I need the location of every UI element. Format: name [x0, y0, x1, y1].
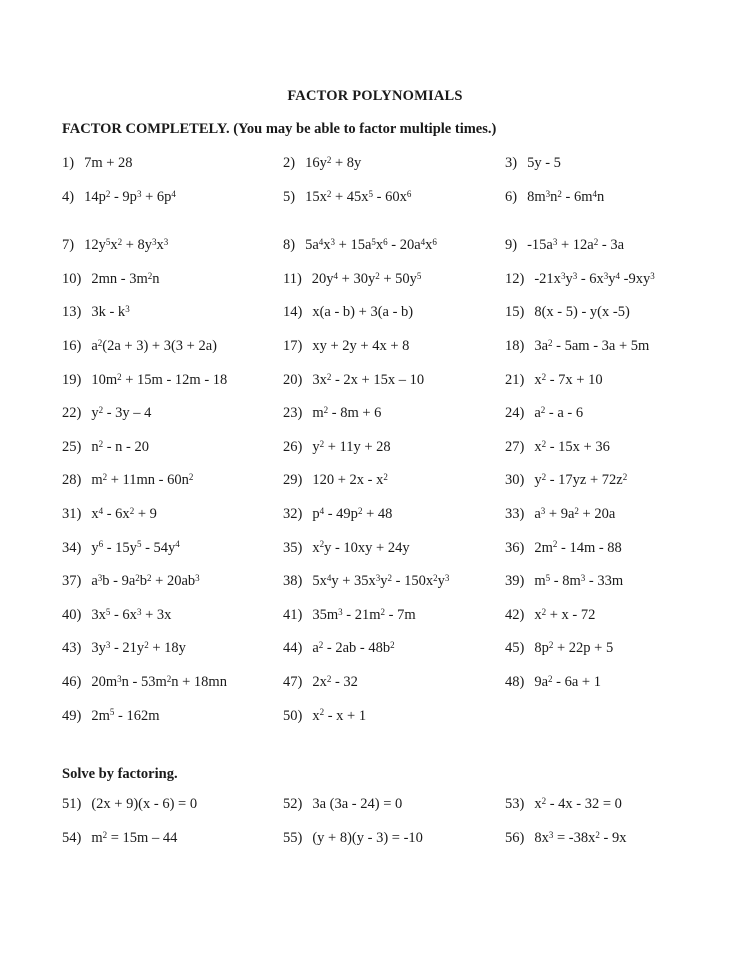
problem-item: [505, 440, 750, 474]
problem-item: [505, 238, 750, 272]
problem-item: [283, 608, 505, 642]
problem-row: [62, 675, 750, 709]
problem-number: 1): [62, 155, 75, 171]
problem-row: [62, 473, 750, 507]
problem-number: 11): [283, 270, 302, 287]
problem-expression: $2m^2 - 14m - 88$: [534, 539, 622, 556]
problem-expression: $a^3b - 9a^2b^2 + 20ab^3$: [91, 573, 200, 590]
problem-expression: $m^2 - 8m + 6$: [312, 405, 382, 422]
problem-number: 30): [505, 472, 525, 489]
problem-item: [505, 831, 750, 865]
problem-number: 33): [505, 505, 525, 522]
problem-expression: $14p^2 - 9p^3 + 6p^4$: [84, 188, 176, 205]
problem-item: [505, 675, 750, 709]
problem-expression: $12y^5x^2 + 8y^3x^3$: [84, 237, 169, 254]
problem-item: [62, 675, 283, 709]
problem-expression: $15x^2 + 45x^5 - 60x^6$: [305, 188, 412, 205]
problem-number: 16): [62, 337, 82, 354]
problem-number: 54): [62, 830, 82, 846]
problem-number: 2): [283, 155, 296, 171]
problem-item: [505, 190, 750, 224]
problem-expression: $m^5 - 8m^3 - 33m$: [534, 573, 624, 590]
problem-expression: $9a^2 - 6a + 1$: [534, 673, 601, 690]
problem-expression: $2x^2 - 32$: [312, 673, 358, 690]
problem-number: 31): [62, 505, 82, 522]
problem-number: 53): [505, 796, 525, 812]
problem-number: 32): [283, 505, 303, 522]
problem-number: 27): [505, 438, 525, 455]
problem-item: [283, 238, 505, 272]
problem-row: [62, 373, 750, 407]
problem-item: [283, 305, 505, 339]
problem-row: [62, 709, 750, 743]
problem-number: 55): [283, 830, 303, 846]
problem-number: 15): [505, 304, 525, 321]
problem-expression: 7m + 28: [84, 155, 133, 171]
problem-expression: (2x + 9)(x - 6) = 0: [91, 796, 198, 812]
problem-number: 49): [62, 707, 82, 724]
problem-number: 56): [505, 830, 525, 846]
solve-section-heading: Solve by factoring.: [62, 766, 178, 782]
problem-item: [283, 507, 505, 541]
problem-row: [62, 339, 750, 373]
problem-item: [283, 574, 505, 608]
problem-item: [505, 272, 750, 306]
problem-expression: $8x^3 = -38x^2 - 9x$: [534, 829, 627, 846]
problem-expression: $x^2 - x + 1$: [312, 707, 367, 724]
problem-item: [62, 156, 283, 190]
problem-number: 8): [283, 237, 296, 254]
problem-item: [62, 373, 283, 407]
problem-number: 5): [283, 188, 296, 205]
problem-number: 25): [62, 438, 82, 455]
problem-item: [62, 190, 283, 224]
problem-expression: $p^4 - 49p^2 + 48$: [312, 505, 393, 522]
problem-expression: $-15a^3 + 12a^2 - 3a$: [527, 237, 624, 254]
problem-item: [505, 541, 750, 575]
problem-expression: $-21x^3y^3 - 6x^3y^4$ $-9xy^3$: [534, 270, 655, 287]
problem-number: 18): [505, 337, 525, 354]
problem-item: [62, 541, 283, 575]
problem-number: 6): [505, 188, 518, 205]
problem-number: 20): [283, 371, 303, 388]
problem-expression: $3x^2 - 2x + 15x - 10$: [312, 371, 425, 388]
problem-number: 3): [505, 155, 518, 171]
problem-item: [505, 473, 750, 507]
problem-item: [505, 507, 750, 541]
problem-expression: $5a^4x^3 + 15a^5x^6 - 20a^4x^6$: [305, 237, 437, 254]
problem-row: [62, 608, 750, 642]
problem-item: [283, 473, 505, 507]
problem-item: [283, 190, 505, 224]
problem-number: 9): [505, 237, 518, 254]
problem-number: 39): [505, 573, 525, 590]
problem-number: 4): [62, 188, 75, 205]
problem-row: [62, 238, 750, 272]
problem-item: [62, 831, 283, 865]
problem-expression: $3y^3 - 21y^2 + 18y$: [91, 640, 186, 657]
problem-item: [62, 440, 283, 474]
problem-row: [62, 156, 750, 190]
problem-expression: $n^2$ - n - 20: [91, 438, 150, 455]
problem-item: [62, 305, 283, 339]
problem-expression: $3x^5 - 6x^3 + 3x$: [91, 606, 172, 623]
problem-expression: $y^2 - 3y - 4$: [91, 405, 152, 422]
problem-number: 21): [505, 371, 525, 388]
problem-expression: $m^2 = 15m - 44$: [91, 829, 178, 846]
problem-number: 36): [505, 539, 525, 556]
problem-row: [62, 190, 750, 224]
problem-row: [62, 831, 750, 865]
problem-number: 50): [283, 707, 303, 724]
problem-row: [62, 406, 750, 440]
problem-expression: $x^2y - 10xy + 24y$: [312, 539, 410, 556]
problem-item: [283, 541, 505, 575]
problem-number: 41): [283, 606, 303, 623]
problem-expression: $x^4 - 6x^2 + 9$: [91, 505, 157, 522]
problem-number: 44): [283, 640, 303, 657]
problem-item: [505, 373, 750, 407]
solve-problems-grid: [62, 797, 750, 865]
problem-row: [62, 641, 750, 675]
problem-number: 51): [62, 796, 82, 812]
problem-row: [62, 541, 750, 575]
problem-number: 42): [505, 606, 525, 623]
problem-item: [62, 608, 283, 642]
problem-number: 46): [62, 673, 82, 690]
problem-item: [505, 608, 750, 642]
problem-item: [505, 574, 750, 608]
problem-number: 19): [62, 371, 82, 388]
problem-item: [283, 831, 505, 865]
problem-expression: $2m^5 - 162m$: [91, 707, 160, 724]
problem-expression: $8m^3n^2 - 6m^4n$: [527, 188, 605, 205]
problem-item: [283, 156, 505, 190]
page-title: FACTOR POLYNOMIALS: [287, 88, 463, 104]
problem-number: 47): [283, 673, 303, 690]
problem-item: [283, 675, 505, 709]
problem-number: 17): [283, 337, 303, 354]
problem-item: [62, 641, 283, 675]
problem-expression: $5x^4y + 35x^3y^2 - 150x^2y^3$: [312, 573, 450, 590]
problem-number: 22): [62, 405, 82, 422]
problem-item: [62, 339, 283, 373]
problem-expression: $2mn - 3m^2n$: [91, 270, 160, 287]
problem-number: 14): [283, 304, 303, 321]
problem-expression: 3a (3a - 24) = 0: [312, 796, 403, 812]
problem-number: 43): [62, 640, 82, 657]
problem-expression: 5y - 5: [527, 155, 561, 171]
problem-number: 40): [62, 606, 82, 623]
problem-item: [505, 156, 750, 190]
problem-expression: $3a^2 - 5am - 3a + 5m$: [534, 337, 650, 354]
problem-expression: $y^6 - 15y^5 - 54y^4$: [91, 539, 180, 556]
problem-item: [283, 709, 505, 743]
problem-item: [283, 373, 505, 407]
problem-expression: $a^3 + 9a^2 + 20a$: [534, 505, 616, 522]
problem-row: [62, 574, 750, 608]
problem-expression: x(a - b) + 3(a - b): [312, 304, 414, 321]
problem-item: [283, 440, 505, 474]
problem-item: [62, 709, 283, 743]
problem-number: 23): [283, 405, 303, 422]
problem-number: 26): [283, 438, 303, 455]
problem-expression: $x^2 - 7x + 10$: [534, 371, 603, 388]
problem-row: [62, 440, 750, 474]
problem-expression: $3k - k^3$: [91, 304, 130, 321]
problem-number: 48): [505, 673, 525, 690]
problem-expression: $y^2 + 11y + 28$: [312, 438, 391, 455]
problem-number: 52): [283, 796, 303, 812]
problem-row: [62, 507, 750, 541]
problem-item: [62, 272, 283, 306]
problem-item: [283, 339, 505, 373]
problem-expression: $a^2 - 2ab - 48b^2$: [312, 640, 395, 657]
problem-expression: $120 + 2x - x^2$: [312, 472, 388, 489]
problem-item: [505, 305, 750, 339]
problem-number: 7): [62, 237, 75, 254]
problem-item: [283, 406, 505, 440]
problem-expression: $x^2 + x - 72$: [534, 606, 596, 623]
problem-number: 28): [62, 472, 82, 489]
problem-number: 29): [283, 472, 303, 489]
problem-item: [62, 406, 283, 440]
problem-expression: $a^2(2a + 3) + 3(3 + 2a)$: [91, 337, 217, 354]
problem-item: [505, 641, 750, 675]
problem-expression: $10m^2 + 15m - 12m - 18$: [91, 371, 228, 388]
problem-item: [62, 574, 283, 608]
problem-expression: xy + 2y + 4x + 8: [312, 337, 410, 354]
problem-number: 38): [283, 573, 303, 590]
problem-expression: $a^2$ - a - 6: [534, 405, 584, 422]
problem-number: 13): [62, 304, 82, 321]
problem-item: [62, 238, 283, 272]
problem-number: 10): [62, 270, 82, 287]
problem-expression: $20y^4 + 30y^2 + 50y^5$: [311, 270, 422, 287]
problem-expression: $8p^2 + 22p + 5$: [534, 640, 614, 657]
problem-item: [62, 473, 283, 507]
problem-item: [283, 272, 505, 306]
problem-expression: (y + 8)(y - 3) = -10: [312, 830, 423, 846]
problem-expression: $x^2 - 15x + 36$: [534, 438, 610, 455]
problem-item: [283, 641, 505, 675]
factor-instruction: FACTOR COMPLETELY. (You may be able to factor multiple times.): [62, 121, 497, 137]
problem-item: [62, 797, 283, 831]
problem-expression: $35m^3 - 21m^2 - 7m$: [312, 606, 416, 623]
problem-number: 45): [505, 640, 525, 657]
problem-expression: $y^2 - 17yz + 72z^2$: [534, 472, 628, 489]
problem-expression: $x^2 - 4x - 32 = 0$: [534, 795, 622, 812]
problem-number: 37): [62, 573, 82, 590]
problem-expression: 8(x - 5) - y(x -5): [534, 304, 630, 321]
problem-number: 34): [62, 539, 82, 556]
problem-number: 35): [283, 539, 303, 556]
problem-number: 24): [505, 405, 525, 422]
problem-item: [62, 507, 283, 541]
problem-row: [62, 797, 750, 831]
problem-item: [283, 797, 505, 831]
problem-expression: $m^2 + 11mn - 60n^2$: [91, 472, 194, 489]
problem-item: [505, 339, 750, 373]
problem-expression: $16y^2 + 8y$: [305, 154, 362, 171]
problem-row: [62, 305, 750, 339]
problem-number: 12): [505, 270, 525, 287]
problem-row: [62, 272, 750, 306]
problem-expression: $20m^3n - 53m^2n + 18mn$: [91, 673, 227, 690]
problem-item: [505, 406, 750, 440]
problem-item: [505, 797, 750, 831]
factor-problems-grid: [62, 156, 750, 742]
